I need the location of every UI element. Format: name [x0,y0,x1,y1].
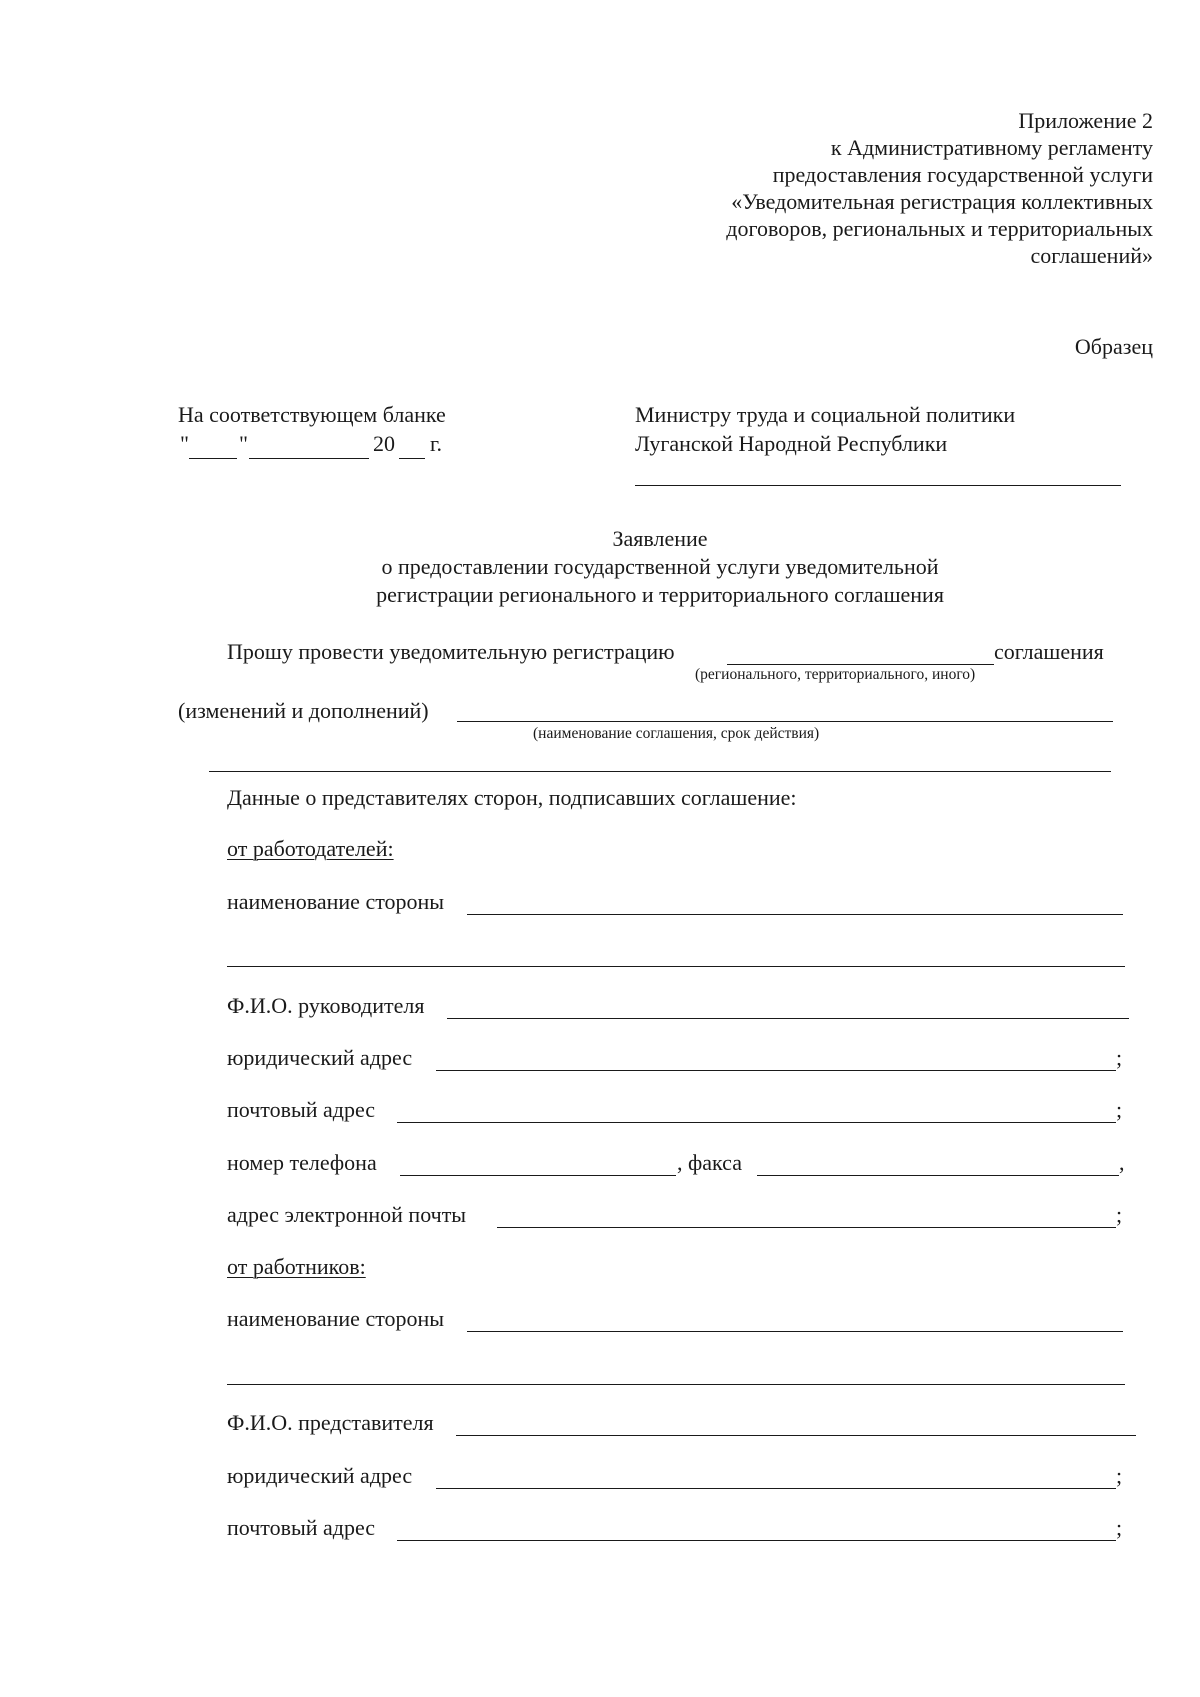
parties-intro: Данные о представителях сторон, подписавших соглашение: [227,785,797,810]
date-year-prefix: 20 [373,431,395,456]
employer-legal-address-label: юридический адрес [227,1045,413,1070]
employer-legal-address-blank[interactable] [436,1070,1116,1071]
employer-phone-blank[interactable] [400,1175,676,1176]
employers-heading: от работодателей: [227,836,394,861]
agreement-type-hint: (регионального, территориального, иного) [695,666,976,683]
employee-party-name-blank-2[interactable] [227,1384,1125,1385]
employer-postal-address-end: ; [1116,1097,1123,1122]
date-quote-open: " [180,431,189,456]
request-suffix: соглашения [994,639,1104,664]
header-line-6: соглашений» [1030,243,1153,268]
employee-postal-address-blank[interactable] [397,1540,1116,1541]
employer-head-name-blank[interactable] [447,1018,1129,1019]
employer-party-name-blank[interactable] [467,914,1123,915]
employer-party-name-blank-2[interactable] [227,966,1125,967]
employer-head-name-label: Ф.И.О. руководителя [227,993,425,1018]
employee-legal-address-label: юридический адрес [227,1463,413,1488]
agreement-name-blank-2[interactable] [209,771,1111,772]
sample-label: Образец [1074,334,1153,359]
header-line-2: к Административному регламенту [830,135,1153,160]
employer-fax-label: , факса [677,1150,742,1175]
addressee-name-blank[interactable] [635,485,1121,486]
employer-fax-blank[interactable] [757,1175,1119,1176]
date-day-blank[interactable] [189,458,237,459]
employee-party-name-label: наименование стороны [227,1306,445,1331]
employee-rep-name-blank[interactable] [456,1435,1136,1436]
date-quote-close: " [239,431,248,456]
employee-rep-name-label: Ф.И.О. представителя [227,1410,434,1435]
employer-phone-label: номер телефона [227,1150,377,1175]
employee-postal-address-label: почтовый адрес [227,1515,376,1540]
employee-postal-address-end: ; [1116,1515,1123,1540]
employee-legal-address-blank[interactable] [436,1488,1116,1489]
document-subtitle-2: регистрации регионального и территориального соглашения [376,582,944,607]
employer-email-end: ; [1116,1202,1123,1227]
document-subtitle-1: о предоставлении государственной услуги уведомительной [381,554,939,579]
header-line-5: договоров, региональных и территориальных [726,216,1153,241]
employer-email-blank[interactable] [497,1227,1116,1228]
blank-note: На соответствующем бланке [178,402,446,427]
date-month-blank[interactable] [249,458,369,459]
request-prefix: Прошу провести уведомительную регистрацию [227,639,675,664]
employees-heading: от работников: [227,1254,366,1279]
header-line-3: предоставления государственной услуги [772,162,1153,187]
employer-postal-address-blank[interactable] [397,1122,1116,1123]
employee-legal-address-end: ; [1116,1463,1123,1488]
addressee-line-1: Министру труда и социальной политики [635,402,1016,427]
agreement-name-blank[interactable] [457,721,1113,722]
employer-fax-end: , [1119,1150,1125,1175]
employee-party-name-blank[interactable] [467,1331,1123,1332]
date-year-suffix: г. [430,431,443,456]
header-line-4: «Уведомительная регистрация коллективных [731,189,1153,214]
agreement-name-hint: (наименование соглашения, срок действия) [533,725,820,742]
employer-postal-address-label: почтовый адрес [227,1097,376,1122]
employer-legal-address-end: ; [1116,1045,1123,1070]
header-line-1: Приложение 2 [1018,108,1153,133]
changes-label: (изменений и дополнений) [178,698,429,723]
document-title: Заявление [612,526,708,551]
date-year-blank[interactable] [399,458,425,459]
employer-email-label: адрес электронной почты [227,1202,467,1227]
agreement-type-blank[interactable] [727,664,994,665]
employer-party-name-label: наименование стороны [227,889,445,914]
addressee-line-2: Луганской Народной Республики [635,431,948,456]
